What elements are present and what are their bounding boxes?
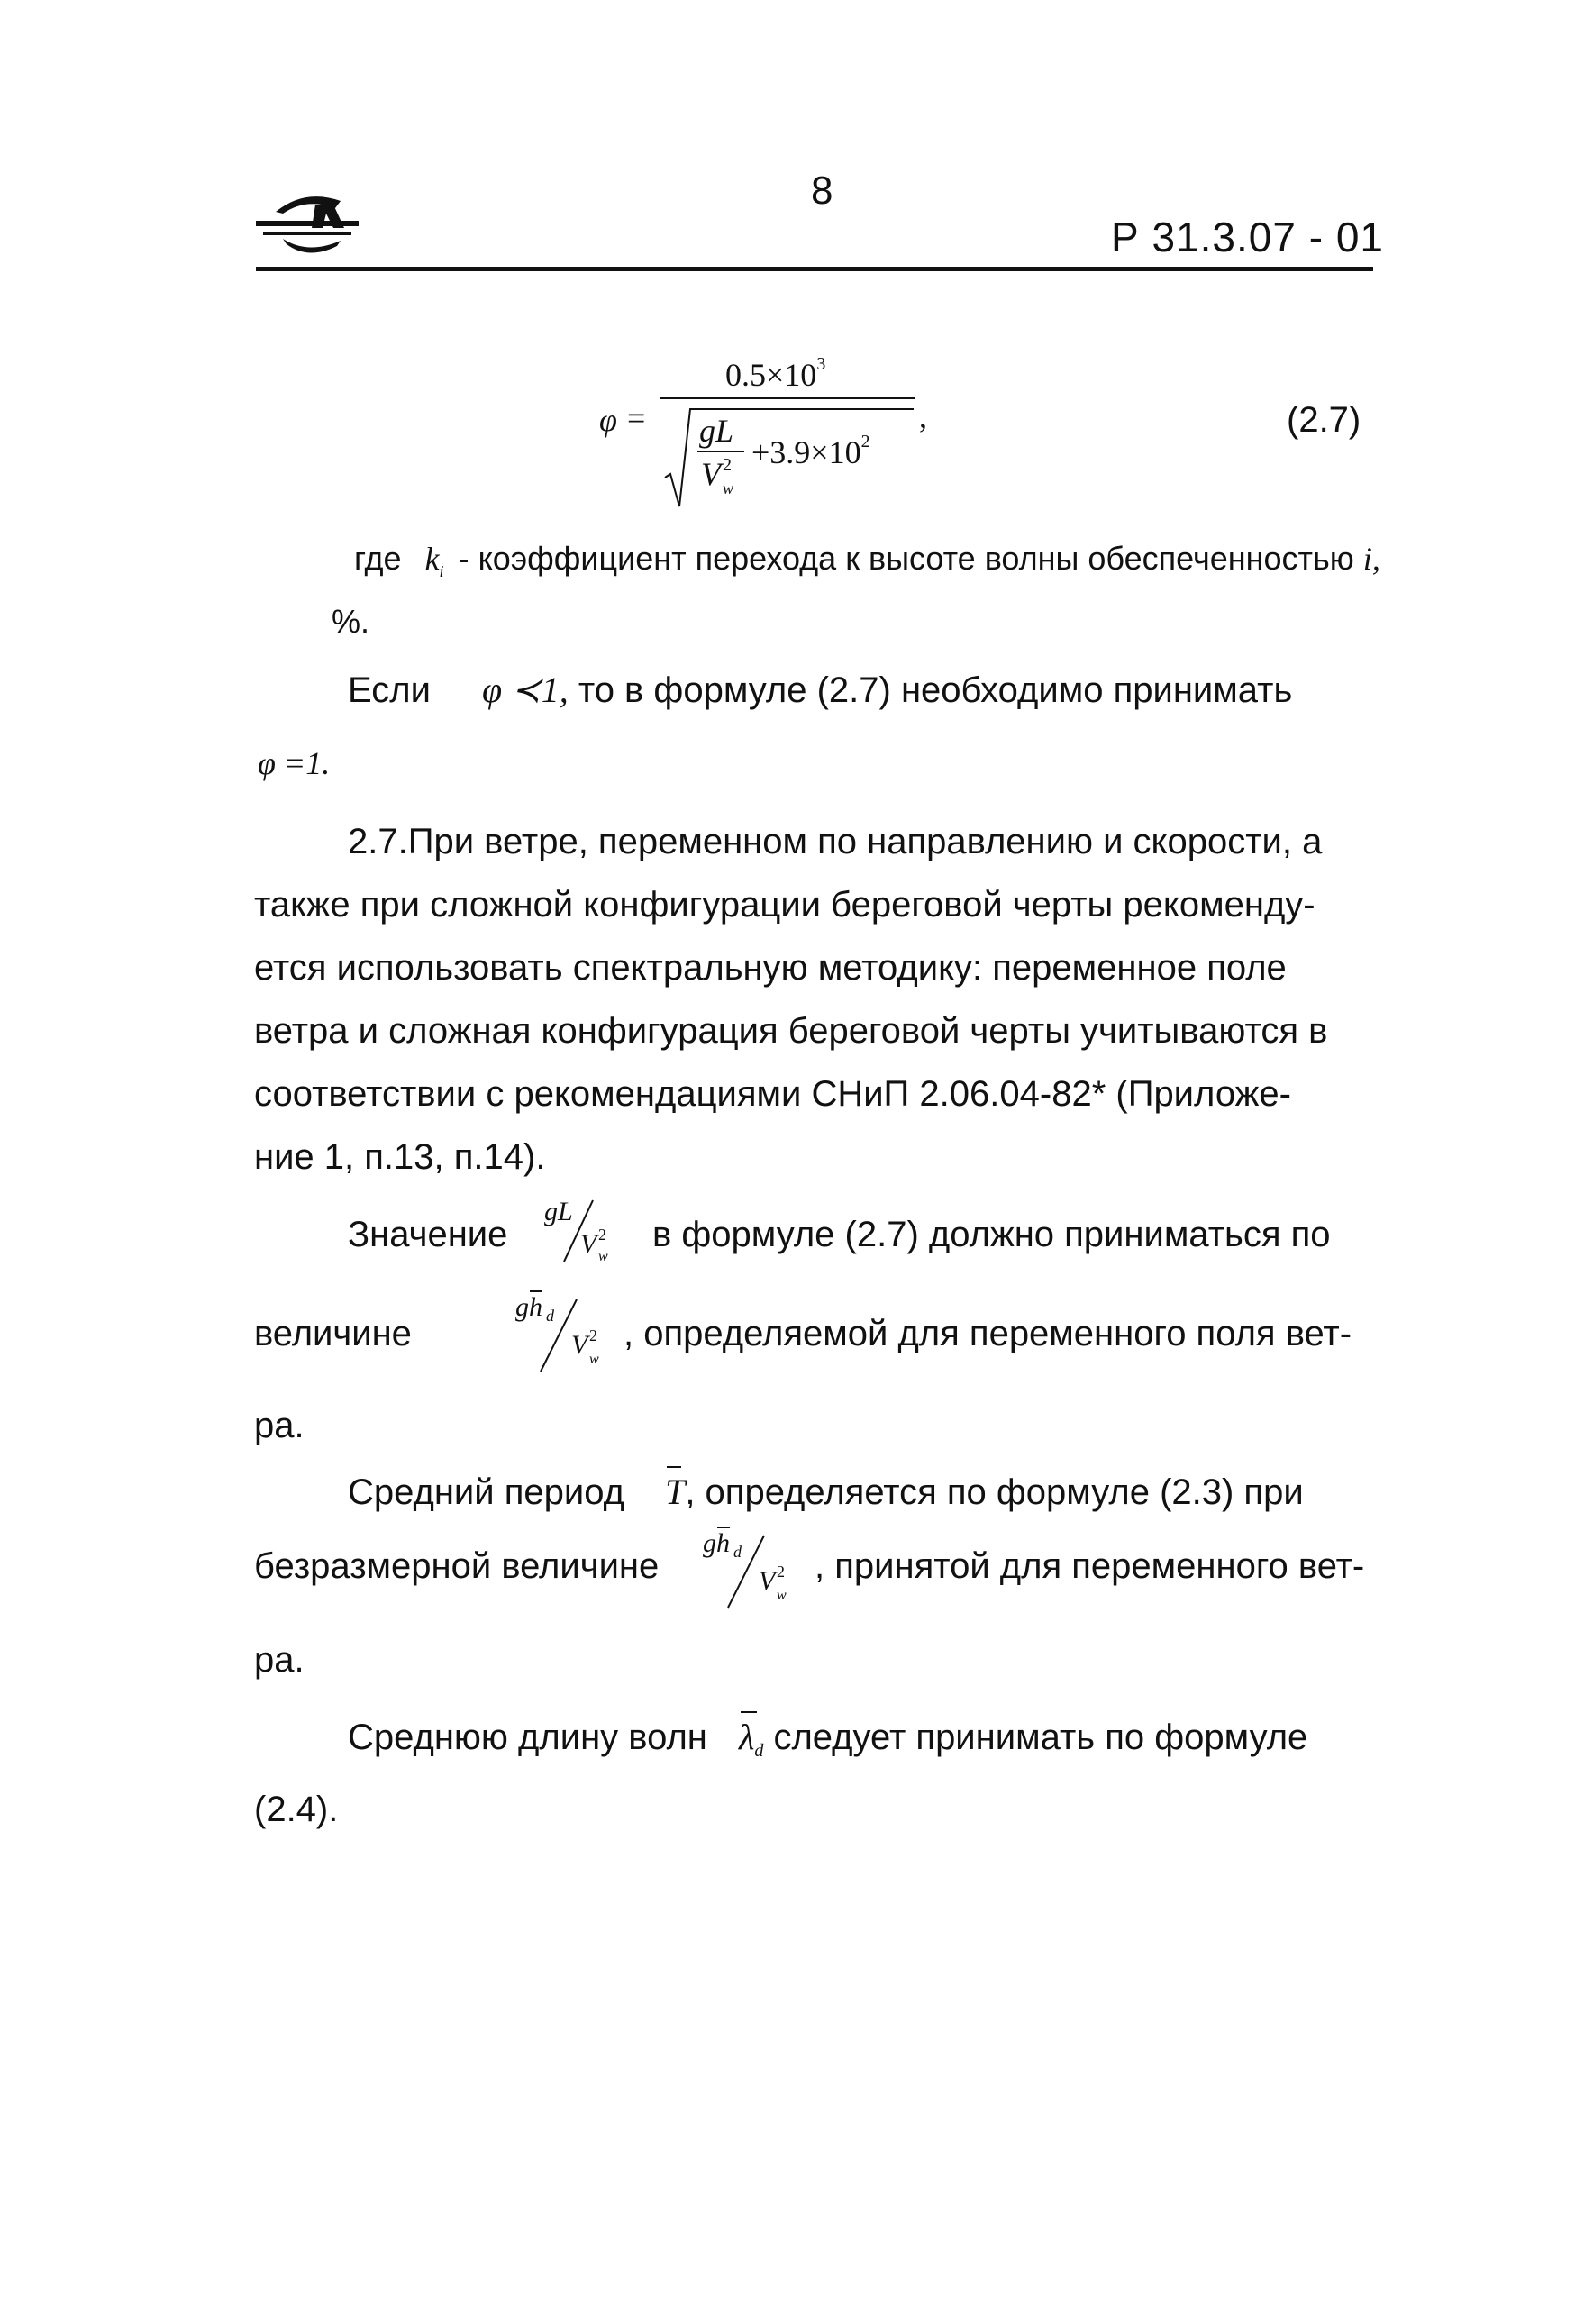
ra-line-2: ра.: [254, 1640, 305, 1680]
fraction-ghd-num-2: gh: [703, 1528, 730, 1558]
mean-length-symbol: $\lambda_d$: [739, 1717, 763, 1757]
fraction-gL-den: V: [580, 1229, 597, 1259]
page-number: 8: [811, 169, 833, 213]
where-symbol: k: [424, 541, 440, 577]
radicand-fraction-bar: [697, 451, 744, 452]
fraction-ghd-Vw2-1: [512, 1289, 629, 1375]
magnitude-rest: , определяемой для переменного поля вет-: [624, 1314, 1352, 1353]
fraction-gL-den-sup: 2: [598, 1226, 606, 1244]
fraction-gL-Vw2: [541, 1197, 622, 1269]
if-word: Если: [348, 670, 431, 710]
mean-period-line: [348, 1471, 1304, 1513]
header-rule: [256, 267, 1373, 271]
if-line: [348, 669, 1292, 711]
formula-numerator: $0.5\times 10^3$: [725, 354, 826, 393]
fraction-ghd-den-sup-2: 2: [777, 1563, 785, 1581]
equation-label: (2.7): [1287, 400, 1361, 440]
fraction-gL-num: gL: [544, 1197, 573, 1226]
formula-relation: =: [627, 400, 646, 436]
p27-line-4: ветра и сложная конфигурация береговой черты учитываются в: [254, 1011, 1328, 1051]
dimensionless-rest: , принятой для переменного вет-: [815, 1546, 1365, 1586]
if-condition: φ ≺1,: [482, 670, 569, 710]
mean-length-line: [348, 1716, 1308, 1761]
phi-equals-one: φ =1.: [258, 745, 331, 781]
mean-period-word: Средний период: [348, 1472, 624, 1512]
formula-lhs-phi: φ: [599, 402, 617, 438]
fraction-ghd-den-sub: w: [589, 1352, 599, 1367]
fraction-ghd-den: V: [571, 1330, 588, 1360]
p27-line-1: 2.7.При ветре, переменном по направлению и скорости, а: [348, 822, 1323, 861]
fraction-ghd-den-2: V: [759, 1566, 776, 1596]
formula-comma: ,: [919, 398, 927, 434]
fraction-ghd-den-sup: 2: [589, 1326, 597, 1344]
radicand-plus-term: $+3.9\times 10^2$: [751, 432, 870, 470]
percent-line: %.: [332, 603, 370, 640]
mean-length-rest: следует принимать по формуле: [773, 1718, 1308, 1757]
where-prefix: где: [354, 540, 402, 577]
formula-fraction-bar: [660, 397, 915, 399]
fraction-gL-den-sub: w: [598, 1249, 608, 1264]
if-rest: то в формуле (2.7) необходимо принимать: [578, 670, 1293, 710]
p27-line-6: ние 1, п.13, п.14).: [254, 1137, 546, 1177]
h-bar-overline-2: [717, 1527, 730, 1528]
p27-line-5: соответствии с рекомендациями СНиП 2.06.04-82* (Приложе-: [254, 1074, 1291, 1114]
radicand-V: V: [701, 456, 721, 492]
value-word: Значение: [348, 1215, 508, 1254]
fraction-ghd-num: gh: [515, 1292, 542, 1322]
organization-logo-icon: [250, 185, 368, 257]
value-rest: в формуле (2.7) должно приниматься по: [652, 1215, 1331, 1254]
fraction-ghd-Vw2-2: [699, 1525, 816, 1611]
magnitude-word: величине: [254, 1314, 412, 1353]
ra-line-1: ра.: [254, 1406, 305, 1445]
mean-period-symbol: T: [665, 1472, 685, 1512]
radicand-gL: gL: [699, 413, 734, 449]
mean-length-word: Среднюю длину волн: [348, 1718, 707, 1757]
radicand-V-sub: w: [723, 479, 734, 497]
where-i: i,: [1362, 541, 1380, 577]
where-description: - коэффициент перехода к высоте волны обеспеченностью: [458, 540, 1354, 577]
fraction-ghd-num-sub-2: d: [733, 1543, 742, 1561]
radicand-V-sup: 2: [723, 455, 732, 475]
p27-line-2: также при сложной конфигурации береговой черты рекоменду-: [254, 885, 1315, 925]
where-line: [354, 540, 1380, 580]
dimensionless-word: безразмерной величине: [254, 1546, 660, 1586]
mean-period-rest: , определяется по формуле (2.3) при: [685, 1472, 1304, 1512]
fraction-ghd-den-sub-2: w: [777, 1588, 787, 1603]
document-code: Р 31.3.07 - 01: [1111, 214, 1384, 260]
ref-2-4: (2.4).: [254, 1790, 339, 1829]
fraction-ghd-num-sub: d: [546, 1307, 554, 1325]
p27-line-3: ется использовать спектральную методику: переменное поле: [254, 948, 1287, 988]
h-bar-overline: [530, 1290, 542, 1292]
where-symbol-sub: i: [439, 562, 444, 580]
